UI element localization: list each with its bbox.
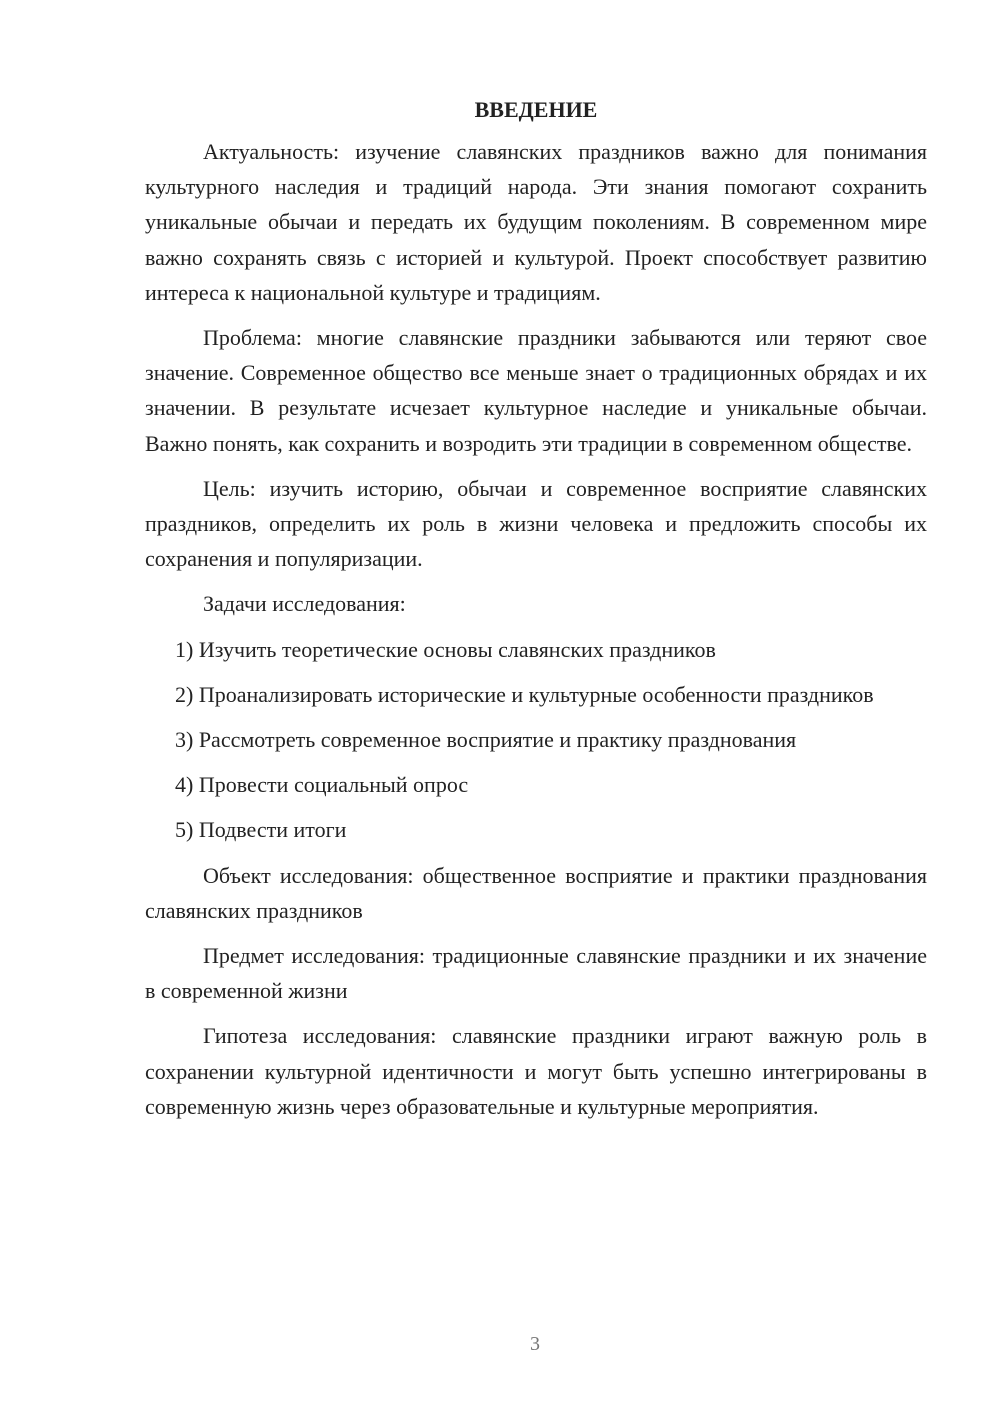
task-item: 5) Подвести итоги	[175, 817, 347, 843]
subject-paragraph: Предмет исследования: традиционные славянские праздники и их значение в современной жизни	[145, 943, 927, 1004]
relevance-paragraph: Актуальность: изучение славянских праздников важно для понимания культурного наследия и традиций народа. Эти знания помогают сохранить уникальные обычаи и передать их будущим поколениям. В современном мире важно сохранять связь с историей и культурой. Проект способствует развитию интереса к национальной культуре и традициям.	[145, 139, 927, 305]
hypothesis-paragraph: Гипотеза исследования: славянские праздники играют важную роль в сохранении культурной идентичности и могут быть успешно интегрированы в современную жизнь через образовательные и культурные мероприятия.	[145, 1023, 927, 1119]
object-paragraph: Объект исследования: общественное восприятие и практики празднования славянских праздников	[145, 862, 927, 923]
section-title: ВВЕДЕНИЕ	[474, 97, 598, 122]
task-item: 1) Изучить теоретические основы славянских праздников	[175, 636, 716, 662]
page-number: 3	[530, 1333, 540, 1355]
task-item: 4) Провести социальный опрос	[175, 772, 469, 798]
task-item: 2) Проанализировать исторические и культурные особенности праздников	[175, 681, 874, 707]
task-item: 3) Рассмотреть современное восприятие и практику празднования	[175, 727, 797, 753]
problem-paragraph: Проблема: многие славянские праздники забываются или теряют свое значение. Современное общество все меньше знает о традиционных обрядах и их значении. В результате исчезает культурное наследие и уникальные обычаи. Важно понять, как сохранить и возродить эти традиции в современном обществе.	[145, 325, 927, 456]
tasks-heading: Задачи исследования:	[203, 591, 406, 617]
page-content	[145, 90, 927, 1134]
goal-paragraph: Цель: изучить историю, обычаи и современное восприятие славянских праздников, определить их роль в жизни человека и предложить способы их сохранения и популяризации.	[145, 475, 927, 572]
